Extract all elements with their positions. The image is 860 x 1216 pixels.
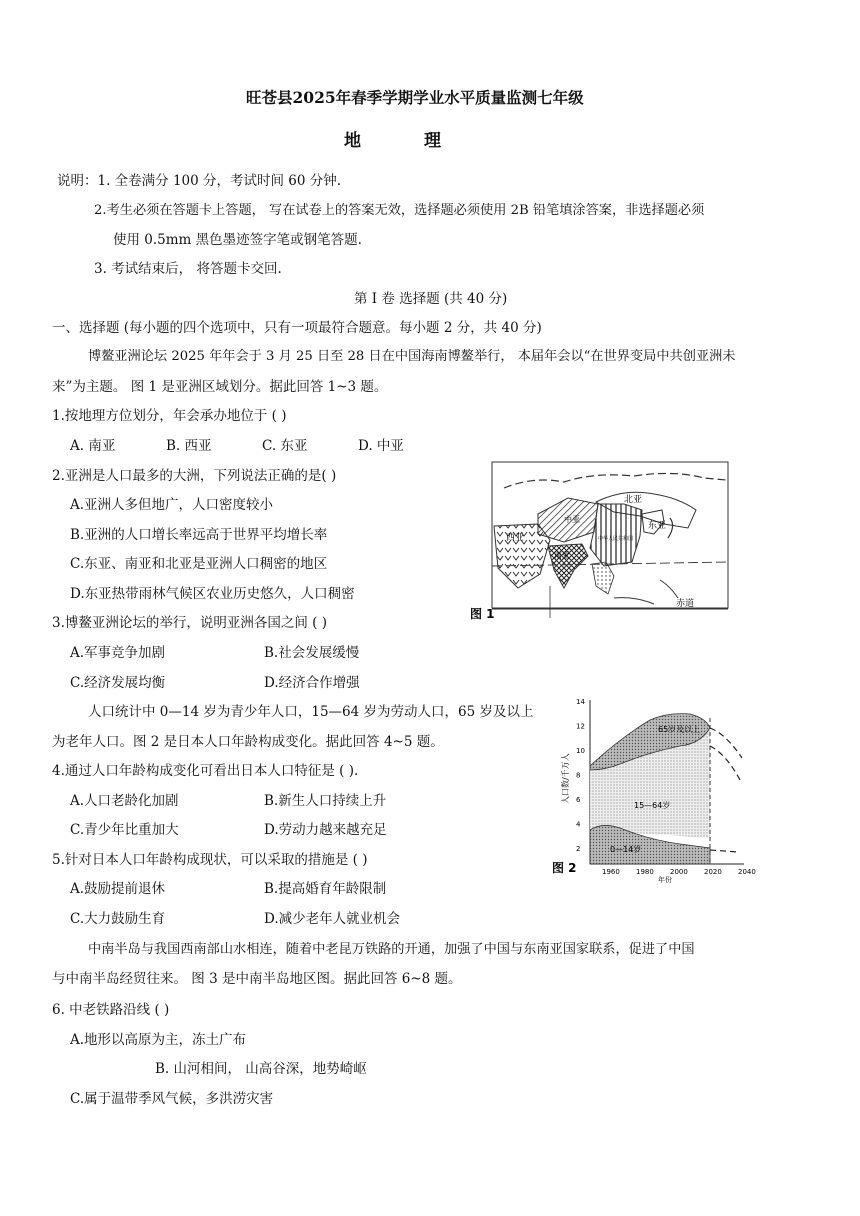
question-6-option-b: B. 山河相间， 山高谷深，地势崎岖 (155, 1061, 367, 1077)
label-15-64: 15—64岁 (634, 801, 671, 810)
figure-1-caption: 图 1 (470, 607, 495, 621)
question-4-option-c: C.青少年比重加大 (70, 822, 179, 838)
map-label-central-asia: 中亚 (564, 515, 580, 524)
passage-2-line-2: 为老年人口。图 2 是日本人口年龄构成变化。据此回答 4~5 题。 (52, 734, 444, 750)
label-65-plus: 65岁及以上 (658, 725, 701, 734)
question-6-option-a: A.地形以高原为主，冻土广布 (70, 1032, 247, 1048)
x-ticks (602, 868, 756, 876)
y-tick-label: 10 (576, 747, 585, 755)
japan-population-svg (550, 694, 760, 884)
question-3-option-a: A.军事竞争加剧 (70, 645, 166, 661)
figure-2-caption: 图 2 (552, 861, 577, 875)
figure-2-japan-population (550, 694, 760, 884)
question-2-option-d: D.东亚热带雨林气候区农业历史悠久，人口稠密 (70, 586, 355, 602)
instruction-1: 说明：1. 全卷满分 100 分，考试时间 60 分钟. (57, 173, 342, 189)
question-4-stem: 4.通过人口年龄构成变化可看出日本人口特征是 ( ). (52, 763, 359, 779)
passage-1-line-1: 博鳌亚洲论坛 2025 年年会于 3 月 25 日至 28 日在中国海南博鳌举行， 本届年会以“在世界变局中共创亚洲未 (88, 349, 736, 364)
question-1-option-a: A. 南亚 (70, 438, 116, 454)
map-label-south-asia: 南亚 (554, 551, 570, 560)
figure-1-asia-map (464, 458, 734, 634)
exam-title: 旺苍县2025年春季学期学业水平质量监测七年级 (246, 88, 584, 107)
question-1-option-c: C. 东亚 (262, 438, 308, 454)
question-5-option-a: A.鼓励提前退休 (70, 881, 166, 897)
question-3-option-d: D.经济合作增强 (264, 675, 360, 691)
question-6-option-c: C.属于温带季风气候，多洪涝灾害 (70, 1091, 274, 1107)
passage-3-line-2: 与中南半岛经贸往来。 图 3 是中南半岛地区图。据此回答 6~8 题。 (52, 971, 462, 987)
x-tick-label: 1960 (602, 868, 620, 876)
asia-map-svg (464, 458, 734, 634)
x-tick-label: 1980 (636, 868, 654, 876)
y-tick-label: 14 (576, 698, 585, 706)
y-tick-label: 6 (576, 796, 581, 804)
question-1-option-b: B. 西亚 (166, 438, 212, 454)
label-0-14: 0—14岁 (610, 845, 642, 854)
question-4-option-d: D.劳动力越来越充足 (264, 822, 387, 838)
instruction-2b: 使用 0.5mm 黑色墨迹签字笔或钢笔答题. (113, 232, 362, 248)
subject-char-1: 地 (344, 131, 361, 151)
y-ticks (576, 698, 585, 853)
x-axis-label: 年份 (658, 876, 672, 884)
y-tick-label: 2 (576, 845, 581, 853)
part-heading: 一、选择题 (每小题的四个选项中，只有一项最符合题意。每小题 2 分，共 40 分) (52, 320, 542, 336)
y-tick-label: 12 (576, 722, 585, 731)
question-5-stem: 5.针对日本人口年龄构成现状，可以采取的措施是 ( ) (52, 852, 368, 868)
question-3-option-c: C.经济发展均衡 (70, 675, 166, 691)
map-label-east-asia: 东亚 (648, 521, 667, 531)
question-5-option-c: C.大力鼓励生育 (70, 911, 166, 927)
map-label-west-asia: 西亚 (506, 533, 525, 543)
question-3-option-b: B.社会发展缓慢 (264, 645, 360, 661)
question-2-option-c: C.东亚、南亚和北亚是亚洲人口稠密的地区 (70, 556, 328, 572)
section-heading: 第 Ⅰ 卷 选择题 (共 40 分) (354, 291, 508, 307)
question-2-option-a: A.亚洲人多但地广，人口密度较小 (70, 497, 274, 513)
map-label-north-asia: 北亚 (624, 495, 643, 505)
question-5-option-b: B.提高婚育年龄限制 (264, 881, 387, 897)
question-4-option-a: A.人口老龄化加剧 (70, 793, 179, 809)
question-1-option-d: D. 中亚 (358, 438, 404, 454)
subject-char-2: 理 (424, 131, 441, 151)
map-label-china: 中华人民共和国 (598, 536, 634, 542)
passage-3-line-1: 中南半岛与我国西南部山水相连，随着中老昆万铁路的开通，加强了中国与东南亚国家联系，促进了中国 (88, 942, 695, 957)
y-tick-label: 8 (576, 771, 581, 780)
y-tick-label: 4 (576, 820, 581, 829)
passage-1-line-2: 来”为主题。 图 1 是亚洲区域划分。据此回答 1~3 题。 (52, 379, 388, 395)
passage-2-line-1: 人口统计中 0—14 岁为青少年人口，15—64 岁为劳动人口，65 岁及以上 (88, 704, 534, 720)
question-5-option-d: D.减少老年人就业机会 (264, 911, 401, 927)
instruction-3: 3. 考试结束后， 将答题卡交回. (94, 261, 282, 277)
question-4-option-b: B.新生人口持续上升 (264, 793, 387, 809)
x-tick-label: 2020 (704, 868, 722, 876)
question-2-stem: 2.亚洲是人口最多的大洲，下列说法正确的是( ) (52, 468, 337, 484)
x-tick-label: 2040 (738, 868, 756, 876)
question-6-stem: 6. 中老铁路沿线 ( ) (52, 1002, 170, 1018)
question-1-stem: 1.按地理方位划分，年会承办地位于 ( ) (52, 408, 287, 424)
question-2-option-b: B.亚洲的人口增长率远高于世界平均增长率 (70, 527, 328, 543)
map-label-equator: 赤道 (676, 599, 695, 609)
x-tick-label: 2000 (670, 868, 688, 876)
instruction-2a: 2.考生必须在答题卡上答题， 写在试卷上的答案无效，选择题必须使用 2B 铅笔填涂答案，非选择题必须 (94, 203, 705, 218)
question-3-stem: 3.博鳌亚洲论坛的举行，说明亚洲各国之间 ( ) (52, 615, 327, 631)
y-axis-label: 人口数/千万人 (561, 753, 570, 804)
